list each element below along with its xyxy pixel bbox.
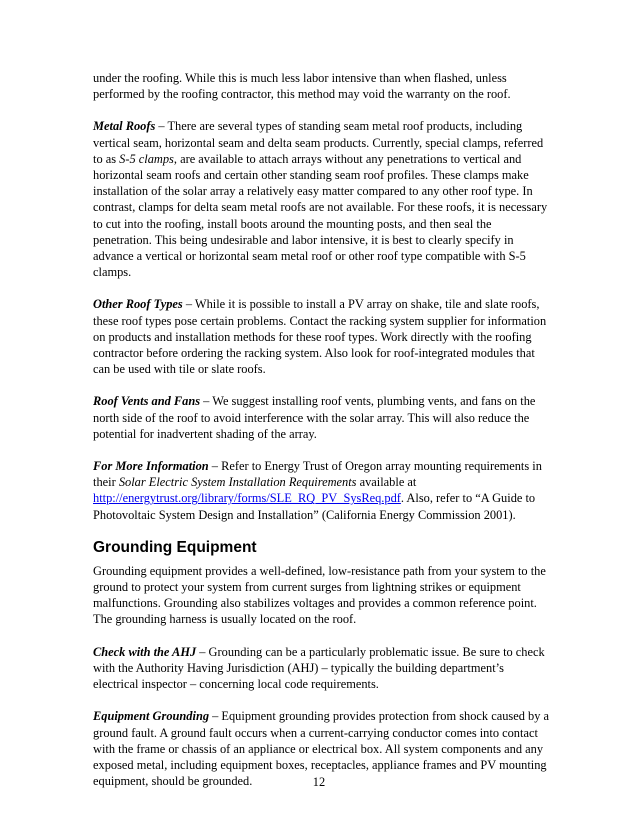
- paragraph-text: available at: [356, 475, 417, 490]
- s5-clamps-term: S-5 clamps: [119, 151, 174, 166]
- requirements-title: Solar Electric System Installation Requirements: [118, 475, 357, 490]
- paragraph-text: – Equipment grounding provides protection from shock caused by a ground fault. A ground fault occurs when a current-carrying conductor comes into contact with the frame or chassis of an appliance or electrical box. All system components and any exposed metal, including equipment boxes, receptacles, appliance frames and PV mounting equipment, should be grounded.: [93, 709, 550, 789]
- paragraph-text: Grounding equipment provides a well-defined, low-resistance path from your system to the ground to protect your system from current surges from lightning strikes or equipment malfunctions. Grounding also stabilizes voltages and provides a common reference point. The grounding harness is usually located on the roof.: [93, 563, 546, 627]
- equipment-grounding-term: Equipment Grounding: [93, 709, 210, 724]
- page-content: [93, 70, 551, 805]
- paragraph-text: under the roofing. While this is much less labor intensive than when flashed, unless performed by the roofing contractor, this method may void the warranty on the roof.: [93, 71, 511, 102]
- more-info-paragraph: [93, 458, 551, 523]
- paragraph-text: – We suggest installing roof vents, plumbing vents, and fans on the north side of the roof to avoid interference with the solar array. This will also reduce the potential for inadvertent shading of the array.: [93, 394, 536, 441]
- paragraph-text: – Grounding can be a particularly problematic issue. Be sure to check with the Authority Having Jurisdiction (AHJ) – typically the building department’s electrical inspector – concerning local code requirements.: [93, 644, 545, 692]
- requirements-link[interactable]: http://energytrust.org/library/forms/SLE_RQ_PV_SysReq.pdf: [93, 491, 401, 506]
- paragraph-text: – While it is possible to install a PV array on shake, tile and slate roofs, these roof types pose certain problems. Contact the racking system supplier for information on products and installation methods for these roof types. Work directly with the roofing contractor before ordering the racking system. Also look for roof-integrated modules that can be used with tile or slate roofs.: [93, 297, 547, 377]
- other-roof-types-term: Other Roof Types: [93, 297, 183, 312]
- continuation-paragraph: [93, 70, 551, 102]
- metal-roofs-term: Metal Roofs: [93, 119, 156, 134]
- paragraph-text: – Refer to Energy Trust of Oregon array mounting requirements in their: [93, 459, 542, 490]
- paragraph-text: , are available to attach arrays without any penetrations to vertical and horizontal seam roofs and certain other standing seam roof profiles. These clamps make installation of the solar array a relatively easy matter compared to any other roof type. In contrast, clamps for delta seam metal roofs are not available. For these roofs, it is necessary to cut into the roofing, install boots around the mounting posts, and then seal the penetration. This being undesirable and labor intensive, it is best to clearly specify in advance a vertical or horizontal seam metal roof or other roof type compatible with S-5 clamps.: [93, 151, 548, 280]
- roof-vents-term: Roof Vents and Fans: [93, 394, 201, 409]
- roof-vents-paragraph: [93, 393, 551, 442]
- grounding-intro-paragraph: [93, 563, 551, 628]
- check-ahj-paragraph: [93, 644, 551, 693]
- more-info-term: For More Information: [93, 459, 209, 474]
- page-number: 12: [312, 775, 326, 789]
- paragraph-text: . Also, refer to “A Guide to Photovoltaic System Design and Installation” (California Energy Commission 2001).: [93, 491, 536, 522]
- paragraph-text: – There are several types of standing seam metal roof products, including vertical seam, horizontal seam and delta seam products. Currently, special clamps, referred to as: [93, 119, 544, 166]
- metal-roofs-paragraph: [93, 118, 551, 280]
- other-roof-types-paragraph: [93, 296, 551, 377]
- section-heading: Grounding Equipment: [93, 538, 257, 556]
- check-ahj-term: Check with the AHJ: [93, 644, 197, 659]
